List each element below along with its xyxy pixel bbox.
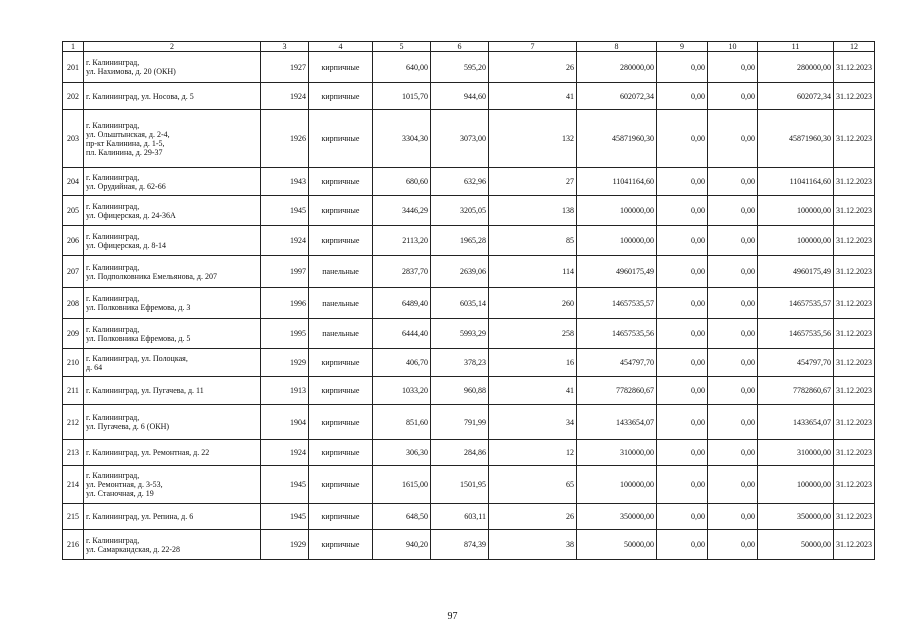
area-total-cell: 406,70 xyxy=(373,349,431,377)
cost-col9-cell: 0,00 xyxy=(657,226,708,256)
col-header: 12 xyxy=(834,42,875,52)
year-cell: 1995 xyxy=(261,319,309,349)
table-row xyxy=(63,319,875,349)
area-total-cell: 1015,70 xyxy=(373,83,431,110)
cost-col9-cell: 0,00 xyxy=(657,530,708,560)
address-cell: г. Калининград, ул. Офицерская, д. 8-14 xyxy=(84,226,261,256)
address-cell: г. Калининград, ул. Подполковника Емельянова, д. 207 xyxy=(84,256,261,288)
date-cell: 31.12.2023 xyxy=(834,110,875,168)
cost-col11-cell: 100000,00 xyxy=(758,466,834,504)
year-cell: 1924 xyxy=(261,440,309,466)
table-row xyxy=(63,440,875,466)
cost-col11-cell: 310000,00 xyxy=(758,440,834,466)
row-number: 205 xyxy=(63,196,84,226)
cost-total-cell: 100000,00 xyxy=(577,226,657,256)
residents-cell: 41 xyxy=(489,377,577,405)
year-cell: 1926 xyxy=(261,110,309,168)
address-cell: г. Калининград, ул. Полковника Ефремова, д. 5 xyxy=(84,319,261,349)
area-total-cell: 3304,30 xyxy=(373,110,431,168)
cost-col9-cell: 0,00 xyxy=(657,440,708,466)
cost-col11-cell: 100000,00 xyxy=(758,226,834,256)
date-cell: 31.12.2023 xyxy=(834,405,875,440)
residents-cell: 27 xyxy=(489,168,577,196)
cost-total-cell: 14657535,56 xyxy=(577,319,657,349)
row-number: 204 xyxy=(63,168,84,196)
cost-col11-cell: 280000,00 xyxy=(758,52,834,83)
cost-total-cell: 602072,34 xyxy=(577,83,657,110)
col-header: 5 xyxy=(373,42,431,52)
cost-col11-cell: 100000,00 xyxy=(758,196,834,226)
address-cell: г. Калининград, ул. Пугачева, д. 6 (ОКН) xyxy=(84,405,261,440)
year-cell: 1904 xyxy=(261,405,309,440)
row-number: 215 xyxy=(63,504,84,530)
area-total-cell: 1033,20 xyxy=(373,377,431,405)
cost-col11-cell: 14657535,56 xyxy=(758,319,834,349)
cost-col9-cell: 0,00 xyxy=(657,168,708,196)
cost-col10-cell: 0,00 xyxy=(708,288,758,319)
col-header: 2 xyxy=(84,42,261,52)
table-row xyxy=(63,196,875,226)
date-cell: 31.12.2023 xyxy=(834,319,875,349)
cost-col10-cell: 0,00 xyxy=(708,110,758,168)
date-cell: 31.12.2023 xyxy=(834,377,875,405)
area-total-cell: 1615,00 xyxy=(373,466,431,504)
material-cell: панельные xyxy=(309,256,373,288)
material-cell: кирпичные xyxy=(309,110,373,168)
cost-col10-cell: 0,00 xyxy=(708,405,758,440)
cost-col9-cell: 0,00 xyxy=(657,405,708,440)
cost-col10-cell: 0,00 xyxy=(708,377,758,405)
material-cell: кирпичные xyxy=(309,226,373,256)
cost-total-cell: 100000,00 xyxy=(577,196,657,226)
cost-col10-cell: 0,00 xyxy=(708,504,758,530)
area-living-cell: 378,23 xyxy=(431,349,489,377)
col-header: 11 xyxy=(758,42,834,52)
area-living-cell: 3205,05 xyxy=(431,196,489,226)
cost-col10-cell: 0,00 xyxy=(708,196,758,226)
table-row xyxy=(63,377,875,405)
residents-cell: 34 xyxy=(489,405,577,440)
row-number: 203 xyxy=(63,110,84,168)
row-number: 216 xyxy=(63,530,84,560)
row-number: 208 xyxy=(63,288,84,319)
address-cell: г. Калининград, ул. Ремонтная, д. 3-53, ул. Станочная, д. 19 xyxy=(84,466,261,504)
year-cell: 1996 xyxy=(261,288,309,319)
date-cell: 31.12.2023 xyxy=(834,349,875,377)
row-number: 213 xyxy=(63,440,84,466)
year-cell: 1945 xyxy=(261,504,309,530)
area-total-cell: 680,60 xyxy=(373,168,431,196)
date-cell: 31.12.2023 xyxy=(834,168,875,196)
row-number: 214 xyxy=(63,466,84,504)
col-header: 6 xyxy=(431,42,489,52)
row-number: 210 xyxy=(63,349,84,377)
cost-total-cell: 4960175,49 xyxy=(577,256,657,288)
area-living-cell: 1501,95 xyxy=(431,466,489,504)
address-cell: г. Калининград, ул. Пугачева, д. 11 xyxy=(84,377,261,405)
address-cell: г. Калининград, ул. Нахимова, д. 20 (ОКН) xyxy=(84,52,261,83)
row-number: 206 xyxy=(63,226,84,256)
row-number: 212 xyxy=(63,405,84,440)
area-total-cell: 306,30 xyxy=(373,440,431,466)
residents-cell: 258 xyxy=(489,319,577,349)
col-header: 10 xyxy=(708,42,758,52)
date-cell: 31.12.2023 xyxy=(834,288,875,319)
cost-col11-cell: 50000,00 xyxy=(758,530,834,560)
area-living-cell: 944,60 xyxy=(431,83,489,110)
table-row xyxy=(63,52,875,83)
table-row xyxy=(63,288,875,319)
address-cell: г. Калининград, ул. Ольштынская, д. 2-4, пр-кт Калинина, д. 1-5, пл. Калинина, д. 29-37 xyxy=(84,110,261,168)
header-row xyxy=(63,42,875,52)
cost-total-cell: 454797,70 xyxy=(577,349,657,377)
cost-col10-cell: 0,00 xyxy=(708,349,758,377)
area-living-cell: 5993,29 xyxy=(431,319,489,349)
area-living-cell: 960,88 xyxy=(431,377,489,405)
residents-cell: 38 xyxy=(489,530,577,560)
col-header: 1 xyxy=(63,42,84,52)
table-row xyxy=(63,83,875,110)
material-cell: кирпичные xyxy=(309,504,373,530)
material-cell: кирпичные xyxy=(309,349,373,377)
material-cell: кирпичные xyxy=(309,466,373,504)
area-total-cell: 940,20 xyxy=(373,530,431,560)
address-cell: г. Калининград, ул. Полковника Ефремова, д. 3 xyxy=(84,288,261,319)
cost-total-cell: 350000,00 xyxy=(577,504,657,530)
area-living-cell: 1965,28 xyxy=(431,226,489,256)
area-living-cell: 6035,14 xyxy=(431,288,489,319)
residents-cell: 138 xyxy=(489,196,577,226)
area-living-cell: 2639,06 xyxy=(431,256,489,288)
cost-col11-cell: 1433654,07 xyxy=(758,405,834,440)
area-living-cell: 791,99 xyxy=(431,405,489,440)
date-cell: 31.12.2023 xyxy=(834,440,875,466)
area-total-cell: 851,60 xyxy=(373,405,431,440)
material-cell: кирпичные xyxy=(309,405,373,440)
page-number: 97 xyxy=(447,611,458,622)
year-cell: 1927 xyxy=(261,52,309,83)
cost-col10-cell: 0,00 xyxy=(708,466,758,504)
area-total-cell: 6444,40 xyxy=(373,319,431,349)
residents-cell: 26 xyxy=(489,504,577,530)
cost-col9-cell: 0,00 xyxy=(657,349,708,377)
residents-cell: 12 xyxy=(489,440,577,466)
cost-col11-cell: 350000,00 xyxy=(758,504,834,530)
cost-col9-cell: 0,00 xyxy=(657,196,708,226)
data-table xyxy=(62,41,875,560)
cost-col9-cell: 0,00 xyxy=(657,504,708,530)
cost-col10-cell: 0,00 xyxy=(708,319,758,349)
material-cell: кирпичные xyxy=(309,196,373,226)
cost-col11-cell: 14657535,57 xyxy=(758,288,834,319)
col-header: 3 xyxy=(261,42,309,52)
cost-total-cell: 310000,00 xyxy=(577,440,657,466)
year-cell: 1997 xyxy=(261,256,309,288)
area-total-cell: 648,50 xyxy=(373,504,431,530)
area-living-cell: 284,86 xyxy=(431,440,489,466)
table-row xyxy=(63,530,875,560)
area-living-cell: 603,11 xyxy=(431,504,489,530)
year-cell: 1924 xyxy=(261,83,309,110)
cost-col10-cell: 0,00 xyxy=(708,52,758,83)
cost-total-cell: 7782860,67 xyxy=(577,377,657,405)
date-cell: 31.12.2023 xyxy=(834,256,875,288)
table-row xyxy=(63,349,875,377)
table-row xyxy=(63,168,875,196)
cost-col11-cell: 11041164,60 xyxy=(758,168,834,196)
row-number: 211 xyxy=(63,377,84,405)
col-header: 8 xyxy=(577,42,657,52)
year-cell: 1929 xyxy=(261,530,309,560)
col-header: 4 xyxy=(309,42,373,52)
row-number: 202 xyxy=(63,83,84,110)
date-cell: 31.12.2023 xyxy=(834,504,875,530)
table-row xyxy=(63,226,875,256)
area-total-cell: 6489,40 xyxy=(373,288,431,319)
area-total-cell: 3446,29 xyxy=(373,196,431,226)
cost-col10-cell: 0,00 xyxy=(708,226,758,256)
area-total-cell: 640,00 xyxy=(373,52,431,83)
row-number: 201 xyxy=(63,52,84,83)
table-row xyxy=(63,504,875,530)
year-cell: 1929 xyxy=(261,349,309,377)
cost-total-cell: 1433654,07 xyxy=(577,405,657,440)
year-cell: 1945 xyxy=(261,196,309,226)
col-header: 9 xyxy=(657,42,708,52)
date-cell: 31.12.2023 xyxy=(834,196,875,226)
cost-col10-cell: 0,00 xyxy=(708,83,758,110)
address-cell: г. Калининград, ул. Носова, д. 5 xyxy=(84,83,261,110)
cost-total-cell: 14657535,57 xyxy=(577,288,657,319)
date-cell: 31.12.2023 xyxy=(834,52,875,83)
cost-col10-cell: 0,00 xyxy=(708,440,758,466)
table-row xyxy=(63,405,875,440)
address-cell: г. Калининград, ул. Ремонтная, д. 22 xyxy=(84,440,261,466)
cost-total-cell: 45871960,30 xyxy=(577,110,657,168)
address-cell: г. Калининград, ул. Полоцкая, д. 64 xyxy=(84,349,261,377)
area-living-cell: 874,39 xyxy=(431,530,489,560)
material-cell: кирпичные xyxy=(309,530,373,560)
col-header: 7 xyxy=(489,42,577,52)
cost-col11-cell: 602072,34 xyxy=(758,83,834,110)
address-cell: г. Калининград, ул. Орудийная, д. 62-66 xyxy=(84,168,261,196)
cost-col9-cell: 0,00 xyxy=(657,110,708,168)
address-cell: г. Калининград, ул. Офицерская, д. 24-36А xyxy=(84,196,261,226)
area-total-cell: 2837,70 xyxy=(373,256,431,288)
table-row xyxy=(63,466,875,504)
residents-cell: 114 xyxy=(489,256,577,288)
cost-total-cell: 280000,00 xyxy=(577,52,657,83)
cost-col10-cell: 0,00 xyxy=(708,256,758,288)
cost-col10-cell: 0,00 xyxy=(708,168,758,196)
cost-col11-cell: 45871960,30 xyxy=(758,110,834,168)
area-living-cell: 632,96 xyxy=(431,168,489,196)
cost-col10-cell: 0,00 xyxy=(708,530,758,560)
address-cell: г. Калининград, ул. Репина, д. 6 xyxy=(84,504,261,530)
material-cell: панельные xyxy=(309,288,373,319)
residents-cell: 85 xyxy=(489,226,577,256)
material-cell: кирпичные xyxy=(309,168,373,196)
row-number: 207 xyxy=(63,256,84,288)
cost-col9-cell: 0,00 xyxy=(657,83,708,110)
area-total-cell: 2113,20 xyxy=(373,226,431,256)
address-cell: г. Калининград, ул. Самаркандская, д. 22-28 xyxy=(84,530,261,560)
material-cell: кирпичные xyxy=(309,440,373,466)
cost-col9-cell: 0,00 xyxy=(657,319,708,349)
cost-total-cell: 11041164,60 xyxy=(577,168,657,196)
cost-col9-cell: 0,00 xyxy=(657,256,708,288)
area-living-cell: 3073,00 xyxy=(431,110,489,168)
cost-col9-cell: 0,00 xyxy=(657,52,708,83)
cost-col9-cell: 0,00 xyxy=(657,377,708,405)
date-cell: 31.12.2023 xyxy=(834,530,875,560)
year-cell: 1913 xyxy=(261,377,309,405)
row-number: 209 xyxy=(63,319,84,349)
area-living-cell: 595,20 xyxy=(431,52,489,83)
year-cell: 1943 xyxy=(261,168,309,196)
cost-total-cell: 100000,00 xyxy=(577,466,657,504)
table-row xyxy=(63,110,875,168)
year-cell: 1924 xyxy=(261,226,309,256)
table-row xyxy=(63,256,875,288)
cost-col11-cell: 7782860,67 xyxy=(758,377,834,405)
material-cell: кирпичные xyxy=(309,377,373,405)
residents-cell: 260 xyxy=(489,288,577,319)
material-cell: кирпичные xyxy=(309,83,373,110)
material-cell: панельные xyxy=(309,319,373,349)
cost-col9-cell: 0,00 xyxy=(657,288,708,319)
material-cell: кирпичные xyxy=(309,52,373,83)
residents-cell: 41 xyxy=(489,83,577,110)
date-cell: 31.12.2023 xyxy=(834,466,875,504)
residents-cell: 16 xyxy=(489,349,577,377)
year-cell: 1945 xyxy=(261,466,309,504)
cost-col11-cell: 4960175,49 xyxy=(758,256,834,288)
date-cell: 31.12.2023 xyxy=(834,83,875,110)
residents-cell: 132 xyxy=(489,110,577,168)
cost-col9-cell: 0,00 xyxy=(657,466,708,504)
cost-total-cell: 50000,00 xyxy=(577,530,657,560)
residents-cell: 65 xyxy=(489,466,577,504)
cost-col11-cell: 454797,70 xyxy=(758,349,834,377)
date-cell: 31.12.2023 xyxy=(834,226,875,256)
residents-cell: 26 xyxy=(489,52,577,83)
